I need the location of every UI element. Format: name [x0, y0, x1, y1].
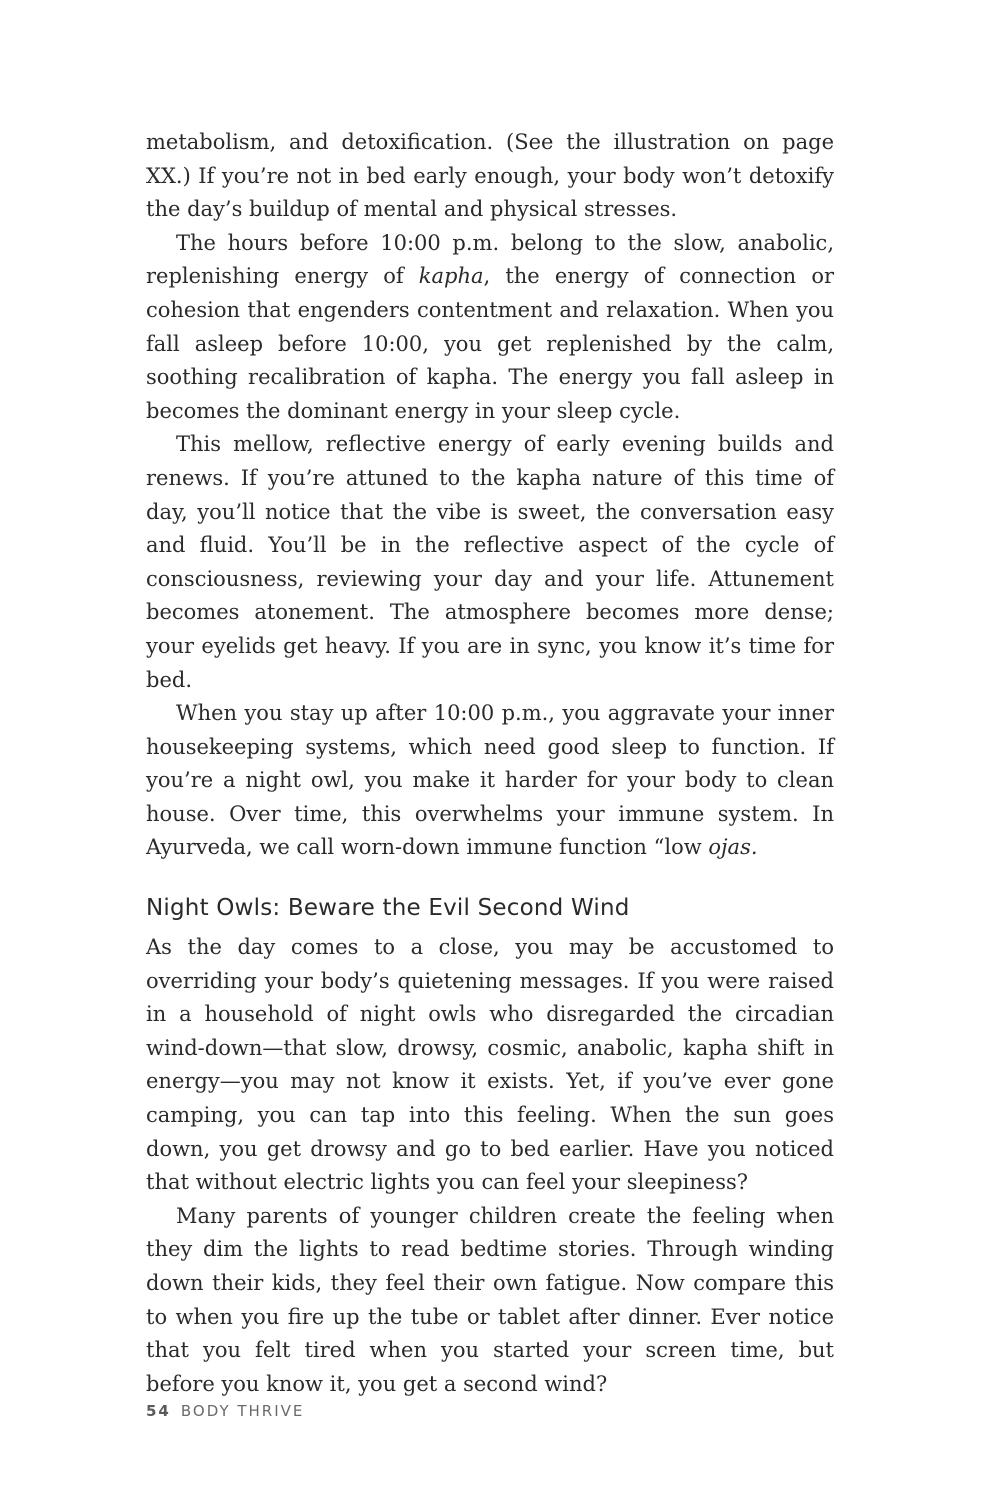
- body-text-top: [146, 126, 834, 865]
- paragraph-kapha: [146, 227, 834, 429]
- paragraph-parents: Many parents of younger children create the feeling when they dim the lights to read bedtime stories. Through winding down their kids, they feel their own fatigue. Now compare this to when you fire up the tube or tablet after dinner. Ever notice that you felt tired when you started your screen time, but before you know it, you get a second wind?: [146, 1203, 834, 1396]
- paragraph-continuation: metabolism, and detoxification. (See the illustration on page XX.) If you’re not in bed early enough, your body won’t detoxify the day’s buildup of mental and physical stresses.: [146, 130, 834, 222]
- paragraph-staying-up-text: When you stay up after 10:00 p.m., you aggravate your inner housekeeping systems, which need good sleep to function. If you’re a night owl, you make it harder for your body to clean house. Over time, this overwhelms your immune system. In Ayurveda, we call worn-down immune function “low: [146, 701, 834, 860]
- paragraph-staying-up: [146, 697, 834, 865]
- paragraph-kapha-start: The hours before 10:00 p.m. belong to the slow, anabolic, replenishing energy of: [146, 230, 834, 289]
- ojas-term: ojas.: [708, 835, 758, 860]
- section-heading: Night Owls: Beware the Evil Second Wind: [146, 895, 630, 921]
- page-number: 54: [146, 1402, 171, 1420]
- paragraph-night-owls: As the day comes to a close, you may be accustomed to overriding your body’s quietening messages. If you were raised in a household of night owls who disregarded the circadian wind-down—that slow, drowsy, cosmic, anabolic, kapha shift in energy—you may not know it exists. Yet, if you’ve ever gone camping, you can tap into this feeling. When the sun goes down, you get drowsy and go to bed earlier. Have you noticed that without electric lights you can feel your sleepiness?: [146, 935, 834, 1195]
- body-text-section: [146, 931, 834, 1401]
- running-title: BODY THRIVE: [180, 1402, 305, 1420]
- paragraph-evening-energy: This mellow, reflective energy of early evening builds and renews. If you’re attuned to the kapha nature of this time of day, you’ll notice that the vibe is sweet, the conversation easy and fluid. You’ll be in the reflective aspect of the cycle of consciousness, reviewing your day and your life. Attunement becomes atonement. The atmosphere becomes more dense; your eyelids get heavy. If you are in sync, you know it’s time for bed.: [146, 432, 834, 692]
- kapha-term: kapha: [418, 264, 484, 289]
- page-footer: [146, 1402, 304, 1420]
- paragraph-kapha-end: , the energy of connection or cohesion that engenders contentment and relaxation. When you fall asleep before 10:00, you get replenished by the calm, soothing recalibration of kapha. The energy you fall asleep in becomes the dominant energy in your sleep cycle.: [146, 264, 834, 423]
